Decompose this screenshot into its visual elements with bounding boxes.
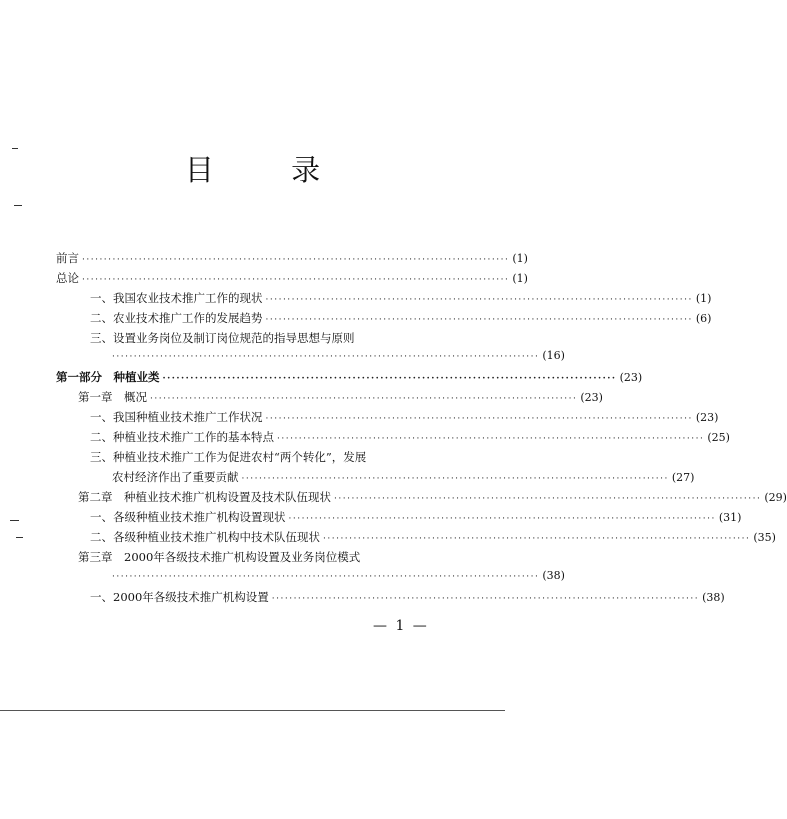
leader-dots: ·································································································· [271, 594, 700, 604]
leader-dots: ·································································································· [265, 295, 693, 305]
toc-entry-text: 二、农业技术推广工作的发展趋势 [90, 311, 263, 325]
toc-entry-continuation[interactable] [112, 569, 565, 589]
toc-entry-page: (6) [695, 312, 712, 325]
toc-entry-text: 总论 [56, 271, 79, 285]
toc-entry-page: (25) [707, 431, 730, 444]
toc-entry-chapter[interactable] [78, 489, 787, 509]
scan-edge-line [0, 710, 505, 711]
leader-dots: ·································································································· [241, 474, 669, 484]
toc-entry-page: (23) [695, 411, 719, 424]
toc-entry-text: 一、我国农业技术推广工作的现状 [90, 291, 263, 305]
scan-mark [10, 520, 19, 521]
toc-entry-text: 第一部分 种植业类 [56, 370, 160, 384]
toc-entry-general[interactable] [56, 270, 528, 290]
toc-entry[interactable] [90, 589, 725, 609]
scan-mark [16, 537, 23, 538]
scan-mark [14, 205, 22, 206]
leader-dots: ·································································································· [82, 275, 510, 285]
toc-entry-page: (35) [753, 531, 776, 544]
toc-entry-page: (1) [512, 272, 528, 285]
leader-dots: ·································································································· [162, 374, 617, 384]
toc-entry-text: 二、各级种植业技术推广机构中技术队伍现状 [90, 530, 320, 544]
leader-dots: ·································································································· [265, 414, 693, 424]
scan-mark [12, 148, 18, 149]
toc-entry-chapter[interactable] [78, 389, 603, 409]
leader-dots: ·································································································· [112, 572, 540, 582]
toc-entry-text[interactable]: 三、种植业技术推广工作为促进农村“两个转化”，发展 [90, 450, 367, 464]
toc-entry-page: (1) [512, 252, 528, 265]
toc-entry-text: 第二章 种植业技术推广机构设置及技术队伍现状 [78, 490, 331, 504]
toc-entry-text: 第一章 概况 [78, 390, 147, 404]
toc-entry-continuation[interactable] [112, 349, 565, 369]
toc-entry-page: (38) [542, 569, 565, 582]
toc-entry-continuation[interactable] [112, 469, 695, 489]
toc-entry-text[interactable]: 第三章 2000年各级技术推广机构设置及业务岗位模式 [78, 550, 361, 564]
toc-entry-text: 二、种植业技术推广工作的基本特点 [90, 430, 274, 444]
leader-dots: ·································································································· [150, 394, 578, 404]
toc-entry-text: 前言 [56, 251, 79, 265]
toc-entry-text: 一、我国种植业技术推广工作状况 [90, 410, 263, 424]
toc-entry-part[interactable] [56, 369, 643, 389]
page-title: 目 录 [184, 153, 355, 187]
toc-entry[interactable] [90, 290, 712, 310]
leader-dots: ·································································································· [82, 255, 510, 265]
toc-entry[interactable] [90, 409, 719, 429]
toc-entry-page: (16) [542, 349, 565, 362]
leader-dots: ·································································································· [288, 514, 716, 524]
toc-entry-page: (29) [764, 491, 787, 504]
toc-entry-page: (23) [619, 371, 643, 384]
toc-entry[interactable] [90, 529, 776, 549]
toc-entry-text: 农村经济作出了重要贡献 [112, 470, 239, 484]
page-number: — 1 — [373, 618, 429, 634]
leader-dots: ·································································································· [334, 494, 762, 504]
toc-entry[interactable] [90, 429, 730, 449]
toc-entry-page: (31) [718, 511, 742, 524]
leader-dots: ·································································································· [323, 534, 751, 544]
leader-dots: ·································································································· [112, 352, 540, 362]
leader-dots: ·································································································· [277, 434, 705, 444]
toc-entry-page: (27) [671, 471, 695, 484]
toc-entry-text[interactable]: 三、设置业务岗位及制订岗位规范的指导思想与原则 [90, 331, 355, 345]
toc-entry[interactable] [90, 509, 742, 529]
toc-entry[interactable] [90, 310, 712, 330]
toc-entry-preface[interactable] [56, 250, 528, 270]
toc-entry-page: (23) [580, 391, 603, 404]
toc-entry-page: (38) [702, 591, 725, 604]
toc-entry-page: (1) [695, 292, 712, 305]
toc-entry-text: 一、2000年各级技术推广机构设置 [90, 590, 269, 604]
leader-dots: ·································································································· [265, 315, 693, 325]
toc-entry-text: 一、各级种植业技术推广机构设置现状 [90, 510, 286, 524]
